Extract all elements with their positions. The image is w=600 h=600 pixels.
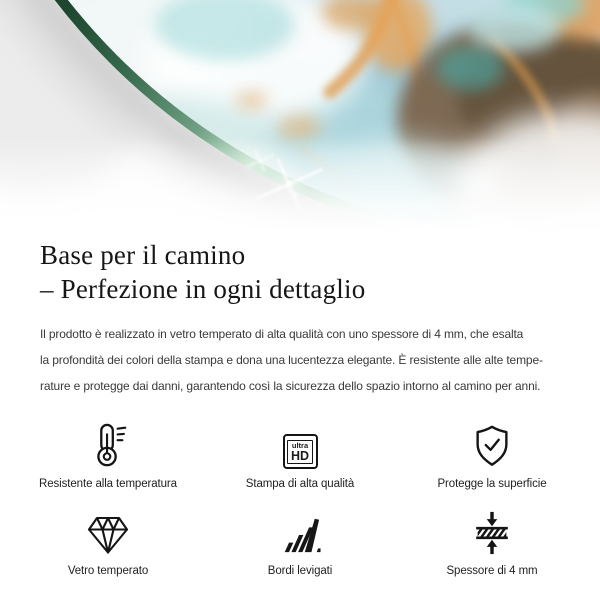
feature-temperature: [12, 419, 204, 490]
intro-section: [0, 238, 600, 399]
product-description: [40, 321, 560, 399]
page-title-line2: – Perfezione in ogni dettaglio: [40, 274, 366, 304]
feature-surface-protection: [396, 419, 588, 490]
feature-tempered-glass: [12, 512, 204, 577]
feature-label: Vetro temperato: [67, 565, 149, 577]
ultra-hd-icon-text-top: ultra: [291, 440, 309, 450]
diamond-icon: [85, 512, 131, 556]
feature-polished-edges: [204, 512, 396, 577]
feature-label: Spessore di 4 mm: [446, 565, 538, 577]
feature-label: Resistente alla temperatura: [39, 478, 177, 490]
page-title: [40, 238, 560, 306]
feature-label: Stampa di alta qualità: [245, 478, 355, 490]
shield-check-icon: [470, 419, 514, 469]
description-line: rature e protegge dai danni, garantendo così la sicurezza dello spazio intorno al camino per anni.: [40, 379, 541, 393]
ultra-hd-icon-text-bottom: HD: [290, 449, 310, 463]
feature-label: Protegge la superficie: [437, 478, 547, 490]
feature-thickness: [396, 512, 588, 577]
page-title-line1: Base per il camino: [40, 240, 246, 270]
description-line: la profondità dei colori della stampa e dona una lucentezza elegante. È resistente alle alte tempe-: [40, 353, 543, 367]
description-line: Il prodotto è realizzato in vetro temperato di alta qualità con uno spessore di 4 mm, che esalta: [40, 327, 524, 341]
feature-label: Bordi levigati: [267, 565, 333, 577]
polished-edge-icon: [277, 512, 323, 556]
features-grid: [0, 419, 600, 577]
product-image: [0, 0, 600, 232]
feature-print-quality: [204, 419, 396, 490]
ultra-hd-icon: [283, 419, 318, 469]
glass-panel-photo: [0, 0, 600, 232]
thermometer-icon: [85, 419, 131, 469]
thickness-arrows-icon: [470, 512, 514, 556]
